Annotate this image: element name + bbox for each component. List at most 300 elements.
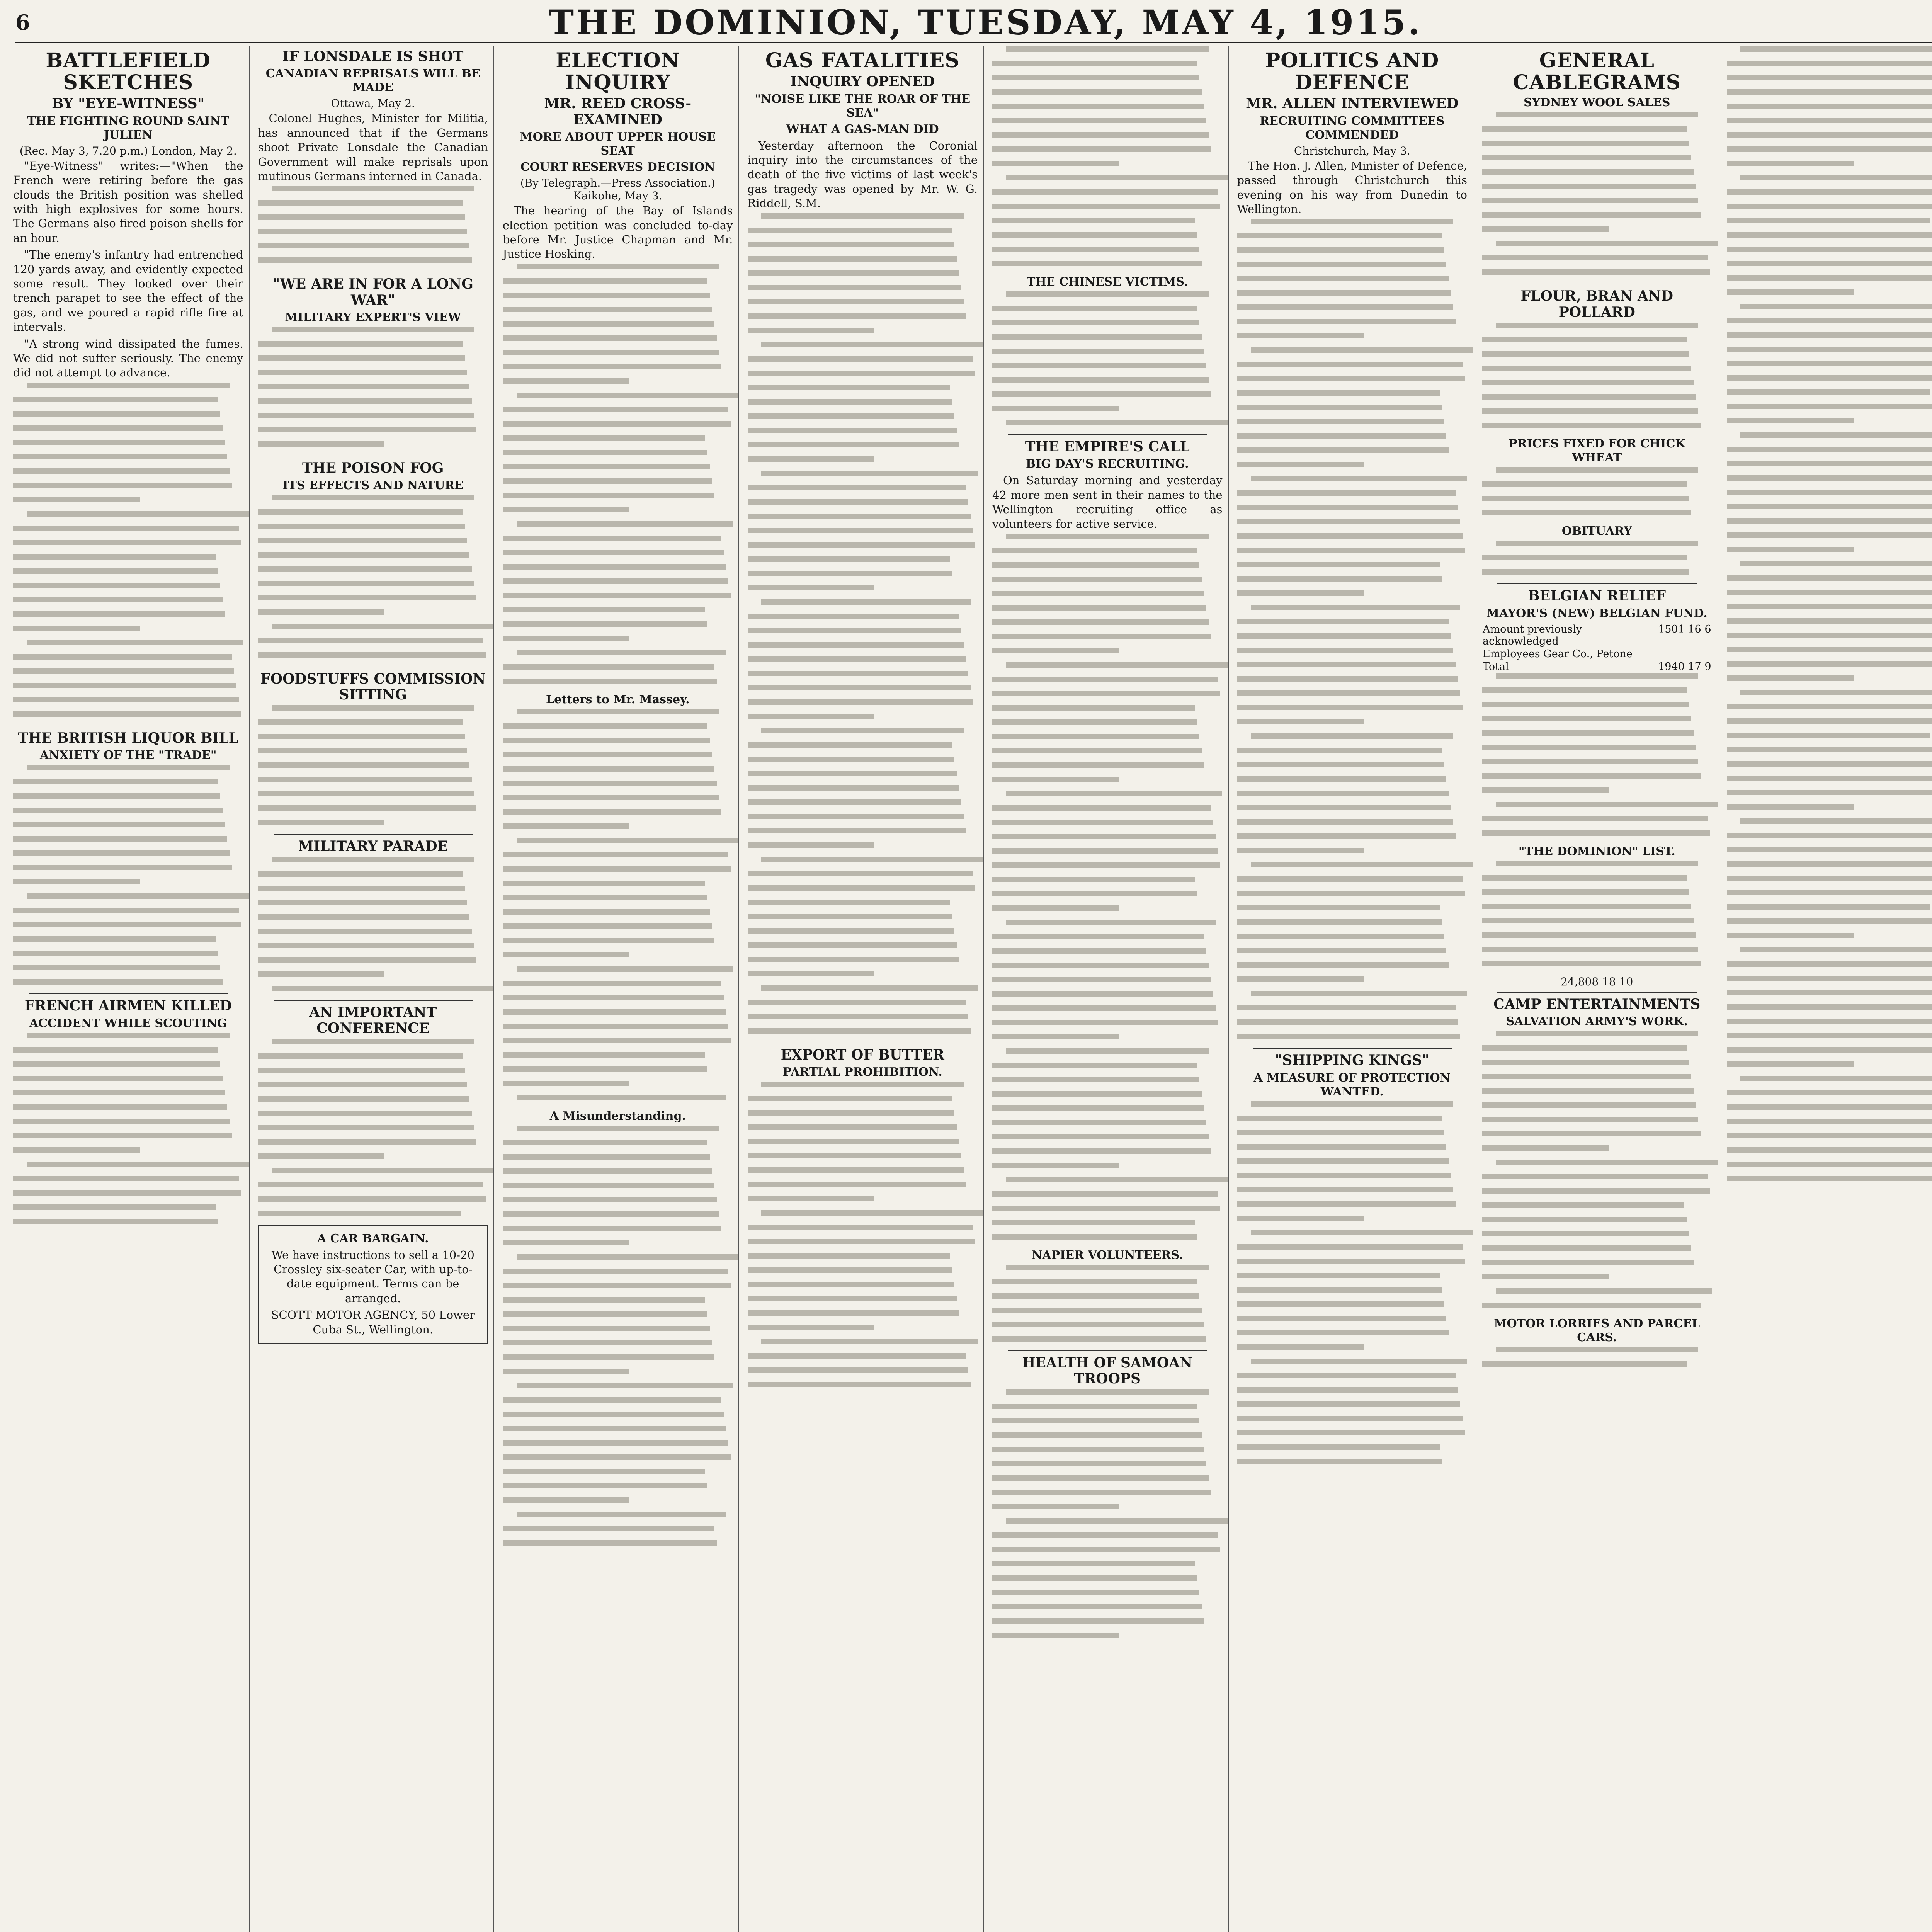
text-line-placeholder bbox=[1482, 889, 1689, 895]
text-line-placeholder bbox=[503, 536, 721, 541]
article-subhead: "NOISE LIKE THE ROAR OF THE SEA" bbox=[755, 92, 971, 120]
text-line-placeholder bbox=[748, 671, 969, 676]
text-line-placeholder bbox=[748, 771, 957, 776]
text-line-placeholder bbox=[1482, 1303, 1701, 1308]
text-line-placeholder bbox=[503, 1426, 726, 1431]
text-line-placeholder bbox=[1482, 904, 1691, 909]
text-line-placeholder bbox=[503, 1052, 705, 1058]
text-line-placeholder bbox=[258, 886, 465, 891]
text-line-placeholder bbox=[748, 556, 950, 562]
text-line-placeholder bbox=[992, 1532, 1218, 1538]
article-subhead: A MEASURE OF PROTECTION WANTED. bbox=[1253, 1071, 1451, 1099]
text-line-placeholder bbox=[992, 104, 1204, 109]
text-line-placeholder bbox=[1237, 1273, 1440, 1278]
text-line-placeholder bbox=[748, 871, 973, 876]
text-line-placeholder bbox=[1482, 184, 1696, 189]
text-line-placeholder bbox=[992, 1432, 1202, 1438]
article-subhead: PRICES FIXED FOR CHICK WHEAT bbox=[1509, 437, 1685, 465]
text-line-placeholder bbox=[1482, 875, 1687, 881]
text-line-placeholder bbox=[1482, 212, 1701, 218]
text-line-placeholder bbox=[503, 1183, 714, 1188]
text-line-placeholder bbox=[503, 1066, 707, 1072]
text-line-placeholder bbox=[13, 1090, 225, 1095]
text-line-placeholder bbox=[992, 1633, 1119, 1638]
text-line-placeholder bbox=[1740, 175, 1932, 180]
text-line-placeholder bbox=[1237, 1287, 1442, 1293]
text-line-placeholder bbox=[992, 705, 1195, 711]
text-line-placeholder bbox=[748, 957, 959, 962]
text-line-placeholder bbox=[1237, 962, 1449, 968]
text-line-placeholder bbox=[1727, 475, 1932, 481]
text-line-placeholder bbox=[1237, 505, 1458, 510]
text-line-placeholder bbox=[503, 809, 721, 815]
text-line-placeholder bbox=[517, 1512, 726, 1517]
text-line-placeholder bbox=[748, 699, 973, 705]
text-line-placeholder bbox=[1482, 337, 1687, 342]
text-line-placeholder bbox=[748, 842, 874, 848]
text-line-placeholder bbox=[27, 640, 243, 645]
text-line-placeholder bbox=[992, 406, 1119, 411]
article-subhead: MORE ABOUT UPPER HOUSE SEAT bbox=[520, 130, 716, 158]
text-line-placeholder bbox=[748, 971, 874, 976]
text-line-placeholder bbox=[503, 1311, 707, 1317]
article-body bbox=[1482, 467, 1712, 515]
text-line-placeholder bbox=[27, 1162, 250, 1167]
text-line-placeholder bbox=[748, 1167, 964, 1173]
text-line-placeholder bbox=[503, 738, 710, 743]
article-subhead: BIG DAY'S RECRUITING. bbox=[1026, 457, 1189, 471]
text-line-placeholder bbox=[13, 497, 140, 502]
text-line-placeholder bbox=[503, 593, 731, 598]
text-line-placeholder bbox=[992, 1475, 1209, 1481]
text-line-placeholder bbox=[992, 1077, 1199, 1082]
text-line-placeholder bbox=[1482, 1045, 1687, 1051]
article-headline: GENERAL CABLEGRAMS bbox=[1513, 49, 1681, 95]
article-body bbox=[503, 1126, 733, 1546]
text-line-placeholder bbox=[13, 583, 220, 588]
text-line-placeholder bbox=[992, 548, 1197, 553]
text-line-placeholder bbox=[503, 1283, 731, 1288]
text-line-placeholder bbox=[748, 1239, 976, 1244]
text-line-placeholder bbox=[258, 871, 463, 877]
text-line-placeholder bbox=[517, 264, 719, 269]
text-line-placeholder bbox=[992, 1148, 1211, 1154]
text-line-placeholder bbox=[748, 356, 973, 362]
text-line-placeholder bbox=[1482, 155, 1691, 160]
article-body bbox=[992, 1389, 1223, 1638]
text-line-placeholder bbox=[1237, 405, 1442, 410]
text-line-placeholder bbox=[748, 757, 955, 762]
text-line-placeholder bbox=[1006, 291, 1209, 297]
text-line-placeholder bbox=[1237, 490, 1456, 496]
text-line-placeholder bbox=[258, 971, 385, 977]
text-line-placeholder bbox=[13, 1061, 220, 1067]
text-line-placeholder bbox=[1496, 1031, 1698, 1036]
text-line-placeholder bbox=[992, 1134, 1209, 1139]
text-line-placeholder bbox=[13, 879, 140, 884]
text-line-placeholder bbox=[258, 552, 470, 558]
article-body bbox=[992, 46, 1223, 266]
text-line-placeholder bbox=[1237, 848, 1364, 853]
text-line-placeholder bbox=[1482, 759, 1698, 764]
text-line-placeholder bbox=[992, 204, 1220, 209]
text-line-placeholder bbox=[748, 442, 959, 447]
text-line-placeholder bbox=[1237, 1416, 1463, 1421]
article-body bbox=[13, 1033, 243, 1224]
text-line-placeholder bbox=[258, 413, 474, 418]
article-subhead: MILITARY EXPERT'S VIEW bbox=[285, 311, 461, 325]
text-line-placeholder bbox=[748, 299, 964, 304]
article-paragraph: "Eye-Witness" writes:—"When the French were retiring before the gas clouds the British position was shelled with high explosives for some hours. The Germans also fired poison shells for an hour. bbox=[13, 159, 243, 245]
text-line-placeholder bbox=[13, 1190, 241, 1196]
text-line-placeholder bbox=[1251, 1359, 1467, 1364]
text-line-placeholder bbox=[992, 691, 1220, 696]
article-body bbox=[258, 495, 488, 658]
text-line-placeholder bbox=[1727, 504, 1932, 509]
divider bbox=[29, 993, 228, 994]
column-3 bbox=[497, 46, 739, 1932]
text-line-placeholder bbox=[1482, 481, 1687, 487]
column-8 bbox=[1721, 46, 1932, 1932]
text-line-placeholder bbox=[258, 777, 472, 782]
text-line-placeholder bbox=[1251, 733, 1453, 739]
text-line-placeholder bbox=[992, 820, 1213, 825]
text-line-placeholder bbox=[1237, 1316, 1447, 1321]
text-line-placeholder bbox=[1237, 304, 1454, 310]
section-heading: Letters to Mr. Massey. bbox=[546, 692, 690, 706]
text-line-placeholder bbox=[1482, 1088, 1694, 1094]
ledger-name: Employees Gear Co., Petone bbox=[1483, 648, 1633, 660]
advertisement bbox=[258, 1225, 488, 1344]
article-headline: FLOUR, BRAN AND POLLARD bbox=[1520, 288, 1673, 320]
text-line-placeholder bbox=[1237, 819, 1454, 825]
text-line-placeholder bbox=[503, 1469, 705, 1474]
text-line-placeholder bbox=[1006, 1265, 1209, 1270]
text-line-placeholder bbox=[1727, 361, 1932, 366]
text-line-placeholder bbox=[503, 1440, 728, 1446]
text-line-placeholder bbox=[992, 1418, 1199, 1423]
text-line-placeholder bbox=[503, 1240, 629, 1245]
text-line-placeholder bbox=[258, 1125, 474, 1130]
text-line-placeholder bbox=[517, 521, 733, 527]
text-line-placeholder bbox=[258, 257, 472, 263]
text-line-placeholder bbox=[258, 581, 474, 586]
text-line-placeholder bbox=[13, 1176, 239, 1181]
text-line-placeholder bbox=[1237, 719, 1364, 724]
text-line-placeholder bbox=[503, 621, 707, 627]
article-body bbox=[1482, 673, 1712, 836]
divider bbox=[274, 834, 473, 835]
article-headline: IF LONSDALE IS SHOT bbox=[282, 48, 464, 65]
text-line-placeholder bbox=[1727, 618, 1932, 624]
text-line-placeholder bbox=[13, 1104, 227, 1110]
text-line-placeholder bbox=[1727, 804, 1854, 810]
text-line-placeholder bbox=[503, 1024, 728, 1029]
text-line-placeholder bbox=[1740, 304, 1932, 309]
text-line-placeholder bbox=[992, 1063, 1197, 1068]
text-line-placeholder bbox=[27, 383, 230, 388]
text-line-placeholder bbox=[1482, 1174, 1708, 1179]
article-paragraph: "The enemy's infantry had entrenched 120 yards away, and evidently expected some result. They looked over their trench parapet to see the effect of the gas, and we poured a rapid rifle fire at intervals. bbox=[13, 248, 243, 334]
text-line-placeholder bbox=[1237, 1430, 1465, 1435]
article-body bbox=[748, 213, 978, 1034]
text-line-placeholder bbox=[1727, 332, 1932, 338]
text-line-placeholder bbox=[1237, 1158, 1449, 1164]
page-title: THE DOMINION, TUESDAY, MAY 4, 1915. bbox=[548, 2, 1422, 43]
text-line-placeholder bbox=[761, 342, 984, 347]
article-subhead: THE FIGHTING ROUND SAINT JULIEN bbox=[27, 114, 230, 142]
section-heading: NAPIER VOLUNTEERS. bbox=[1032, 1248, 1183, 1262]
text-line-placeholder bbox=[1727, 861, 1932, 867]
text-line-placeholder bbox=[1727, 418, 1854, 423]
text-line-placeholder bbox=[748, 571, 952, 576]
text-line-placeholder bbox=[503, 723, 707, 729]
article-body bbox=[258, 186, 488, 263]
text-line-placeholder bbox=[258, 229, 468, 234]
ad-heading: A CAR BARGAIN. bbox=[317, 1231, 429, 1245]
text-line-placeholder bbox=[992, 1561, 1195, 1566]
text-line-placeholder bbox=[992, 1005, 1216, 1011]
page-number: 6 bbox=[15, 10, 30, 35]
text-line-placeholder bbox=[1237, 1401, 1461, 1407]
text-line-placeholder bbox=[1727, 604, 1932, 609]
text-line-placeholder bbox=[1727, 1061, 1854, 1067]
text-line-placeholder bbox=[1727, 204, 1932, 209]
text-line-placeholder bbox=[503, 795, 719, 800]
column-5 bbox=[987, 46, 1229, 1932]
text-line-placeholder bbox=[1482, 351, 1689, 357]
text-line-placeholder bbox=[1482, 816, 1708, 821]
article-paragraph: The hearing of the Bay of Islands election petition was concluded to-day before Mr. Justice Chapman and Mr. Justice Hosking. bbox=[503, 204, 733, 261]
text-line-placeholder bbox=[258, 1053, 463, 1059]
text-line-placeholder bbox=[1727, 518, 1932, 524]
text-line-placeholder bbox=[1482, 1202, 1684, 1208]
text-line-placeholder bbox=[992, 591, 1204, 596]
article-paragraph: The Hon. J. Allen, Minister of Defence, passed through Christchurch this evening on his way from Dunedin to Wellington. bbox=[1237, 159, 1467, 216]
text-line-placeholder bbox=[503, 1497, 629, 1503]
text-line-placeholder bbox=[13, 668, 234, 674]
text-line-placeholder bbox=[503, 1168, 712, 1174]
text-line-placeholder bbox=[258, 929, 472, 934]
text-line-placeholder bbox=[13, 965, 220, 970]
divider bbox=[1008, 1350, 1207, 1351]
text-line-placeholder bbox=[1237, 1201, 1456, 1207]
article-paragraph: "A strong wind dissipated the fumes. We did not suffer seriously. The enemy did not attempt to advance. bbox=[13, 337, 243, 379]
text-line-placeholder bbox=[761, 471, 978, 476]
divider bbox=[1497, 992, 1697, 993]
text-line-placeholder bbox=[992, 320, 1199, 325]
article-headline: MILITARY PARADE bbox=[298, 838, 448, 855]
text-line-placeholder bbox=[992, 762, 1204, 768]
text-line-placeholder bbox=[992, 734, 1199, 739]
text-line-placeholder bbox=[1727, 1104, 1932, 1110]
text-line-placeholder bbox=[1237, 233, 1442, 238]
text-line-placeholder bbox=[503, 781, 717, 786]
text-line-placeholder bbox=[992, 89, 1202, 95]
text-line-placeholder bbox=[517, 1383, 733, 1388]
text-line-placeholder bbox=[1237, 833, 1456, 839]
text-line-placeholder bbox=[517, 1095, 726, 1100]
text-line-placeholder bbox=[517, 393, 739, 398]
text-line-placeholder bbox=[13, 697, 239, 702]
text-line-placeholder bbox=[517, 1254, 739, 1260]
text-line-placeholder bbox=[992, 1322, 1204, 1327]
section-heading: THE CHINESE VICTIMS. bbox=[1027, 275, 1188, 289]
text-line-placeholder bbox=[1727, 990, 1932, 995]
text-line-placeholder bbox=[1482, 126, 1687, 132]
text-line-placeholder bbox=[748, 270, 959, 276]
text-line-placeholder bbox=[1496, 673, 1698, 679]
text-line-placeholder bbox=[748, 1000, 966, 1005]
text-line-placeholder bbox=[1237, 1019, 1458, 1025]
text-line-placeholder bbox=[13, 836, 227, 842]
text-line-placeholder bbox=[748, 1382, 971, 1387]
text-line-placeholder bbox=[1482, 918, 1694, 923]
text-line-placeholder bbox=[1740, 947, 1932, 952]
text-line-placeholder bbox=[503, 1226, 721, 1231]
text-line-placeholder bbox=[258, 341, 463, 347]
article-body bbox=[992, 1265, 1223, 1342]
text-line-placeholder bbox=[992, 261, 1202, 266]
article-body bbox=[1482, 541, 1712, 575]
text-line-placeholder bbox=[1237, 905, 1440, 910]
section-heading: OBITUARY bbox=[1561, 524, 1632, 538]
text-line-placeholder bbox=[992, 1404, 1197, 1409]
text-line-placeholder bbox=[1251, 476, 1467, 481]
text-line-placeholder bbox=[503, 350, 719, 355]
text-line-placeholder bbox=[1727, 904, 1930, 910]
text-line-placeholder bbox=[992, 1308, 1202, 1313]
text-line-placeholder bbox=[1237, 333, 1364, 338]
divider bbox=[274, 1000, 473, 1001]
text-line-placeholder bbox=[992, 1034, 1119, 1039]
text-line-placeholder bbox=[258, 355, 465, 361]
text-line-placeholder bbox=[13, 568, 218, 574]
text-line-placeholder bbox=[1237, 633, 1451, 639]
article-byline: BY "EYE-WITNESS" bbox=[52, 95, 205, 112]
text-line-placeholder bbox=[1482, 1102, 1696, 1108]
text-line-placeholder bbox=[1482, 1231, 1689, 1236]
text-line-placeholder bbox=[258, 943, 474, 948]
fund-ledger bbox=[1482, 623, 1712, 673]
text-line-placeholder bbox=[503, 1412, 724, 1417]
text-line-placeholder bbox=[258, 384, 470, 389]
article-headline: AN IMPORTANT CONFERENCE bbox=[309, 1004, 437, 1037]
text-line-placeholder bbox=[1482, 169, 1694, 175]
text-line-placeholder bbox=[992, 1191, 1218, 1197]
dateline: Christchurch, May 3. bbox=[1294, 144, 1410, 157]
text-line-placeholder bbox=[992, 963, 1209, 968]
columns bbox=[8, 46, 1932, 1932]
text-line-placeholder bbox=[13, 936, 216, 942]
text-line-placeholder bbox=[1237, 548, 1465, 553]
text-line-placeholder bbox=[1727, 1176, 1932, 1181]
text-line-placeholder bbox=[1482, 1245, 1691, 1251]
text-line-placeholder bbox=[503, 1454, 731, 1460]
text-line-placeholder bbox=[258, 370, 468, 375]
text-line-placeholder bbox=[503, 1009, 726, 1015]
text-line-placeholder bbox=[1496, 861, 1698, 866]
text-line-placeholder bbox=[503, 995, 724, 1000]
text-line-placeholder bbox=[503, 909, 710, 915]
text-line-placeholder bbox=[1727, 747, 1932, 752]
text-line-placeholder bbox=[503, 478, 712, 484]
text-line-placeholder bbox=[992, 1547, 1220, 1552]
article-subhead: CANADIAN REPRISALS WILL BE MADE bbox=[265, 67, 480, 95]
text-line-placeholder bbox=[992, 1336, 1206, 1342]
text-line-placeholder bbox=[1727, 218, 1930, 223]
text-line-placeholder bbox=[258, 805, 477, 811]
text-line-placeholder bbox=[1727, 89, 1932, 95]
text-line-placeholder bbox=[1237, 1187, 1454, 1192]
text-line-placeholder bbox=[992, 1575, 1197, 1581]
article-headline: FOODSTUFFS COMMISSION SITTING bbox=[260, 670, 486, 703]
text-line-placeholder bbox=[1496, 1347, 1698, 1352]
text-line-placeholder bbox=[1237, 433, 1447, 439]
text-line-placeholder bbox=[503, 895, 707, 900]
text-line-placeholder bbox=[1727, 1133, 1932, 1138]
text-line-placeholder bbox=[503, 421, 731, 427]
text-line-placeholder bbox=[992, 349, 1204, 354]
text-line-placeholder bbox=[1482, 408, 1698, 414]
text-line-placeholder bbox=[1237, 1301, 1444, 1307]
text-line-placeholder bbox=[1237, 390, 1440, 396]
text-line-placeholder bbox=[748, 928, 955, 934]
text-line-placeholder bbox=[503, 866, 731, 872]
article-headline: "WE ARE IN FOR A LONG WAR" bbox=[272, 276, 473, 308]
text-line-placeholder bbox=[992, 934, 1204, 939]
text-line-placeholder bbox=[992, 719, 1197, 725]
text-line-placeholder bbox=[748, 242, 955, 247]
text-line-placeholder bbox=[1727, 890, 1932, 895]
text-line-placeholder bbox=[748, 1325, 874, 1330]
text-line-placeholder bbox=[1482, 947, 1698, 952]
article-headline: POLITICS AND DEFENCE bbox=[1265, 49, 1439, 95]
text-line-placeholder bbox=[27, 1033, 230, 1038]
text-line-placeholder bbox=[1237, 362, 1463, 367]
article-headline: ELECTION INQUIRY bbox=[556, 49, 680, 95]
text-line-placeholder bbox=[258, 1082, 468, 1087]
text-line-placeholder bbox=[503, 493, 714, 498]
text-line-placeholder bbox=[1237, 247, 1444, 253]
text-line-placeholder bbox=[503, 450, 707, 455]
section-heading: "THE DOMINION" LIST. bbox=[1518, 844, 1675, 858]
article-body bbox=[1482, 112, 1712, 275]
text-line-placeholder bbox=[1237, 276, 1449, 281]
text-line-placeholder bbox=[748, 1353, 966, 1359]
text-line-placeholder bbox=[992, 677, 1218, 682]
text-line-placeholder bbox=[1237, 262, 1447, 267]
text-line-placeholder bbox=[1496, 467, 1698, 473]
text-line-placeholder bbox=[1237, 419, 1444, 424]
text-line-placeholder bbox=[258, 243, 470, 248]
text-line-placeholder bbox=[272, 186, 474, 191]
text-line-placeholder bbox=[992, 1604, 1202, 1609]
text-line-placeholder bbox=[992, 247, 1199, 252]
text-line-placeholder bbox=[503, 923, 712, 929]
text-line-placeholder bbox=[13, 611, 225, 617]
text-line-placeholder bbox=[1482, 226, 1609, 232]
text-line-placeholder bbox=[1237, 533, 1463, 539]
text-line-placeholder bbox=[13, 822, 225, 827]
text-line-placeholder bbox=[748, 514, 971, 519]
text-line-placeholder bbox=[992, 161, 1119, 166]
ledger-amount: 1940 17 9 bbox=[1658, 660, 1711, 673]
text-line-placeholder bbox=[258, 652, 486, 658]
text-line-placeholder bbox=[748, 456, 874, 462]
text-line-placeholder bbox=[1006, 1177, 1229, 1182]
text-line-placeholder bbox=[258, 820, 385, 825]
